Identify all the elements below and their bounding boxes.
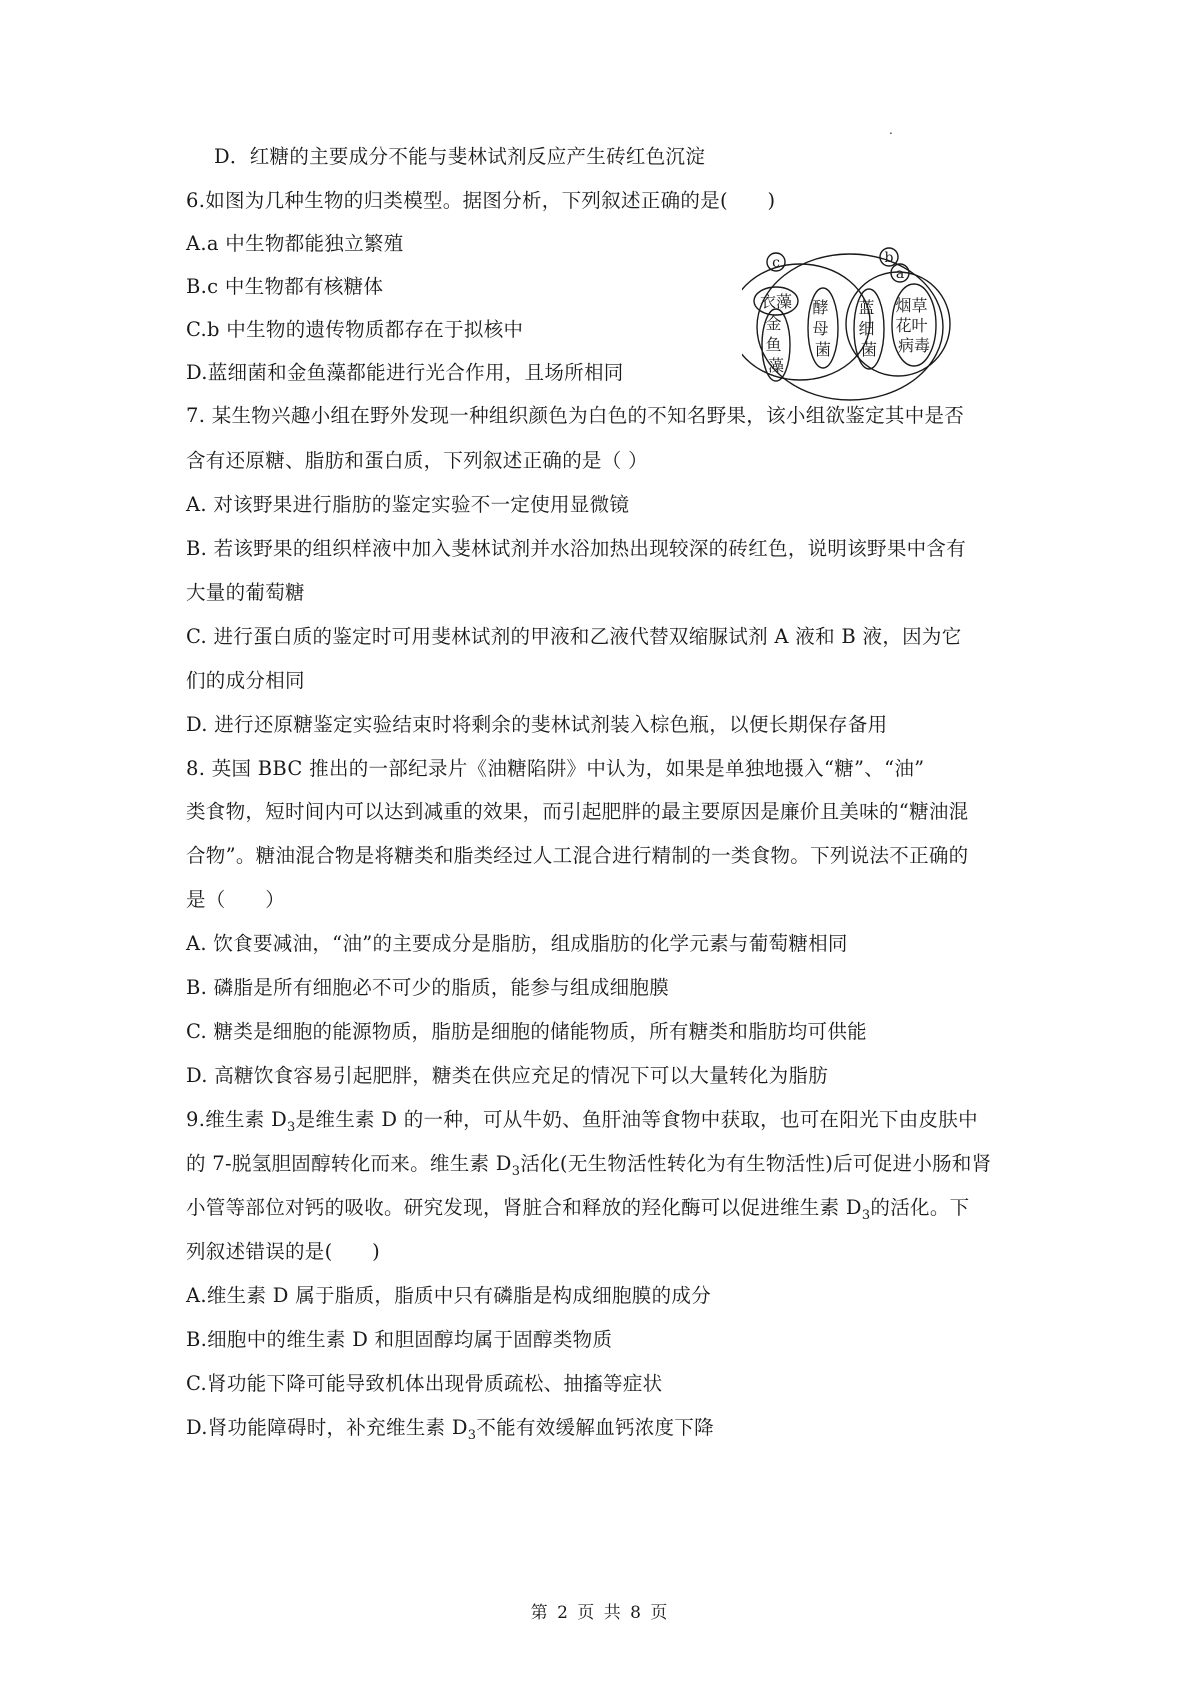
q7-option-c-1: C. 进行蛋白质的鉴定时可用斐林试剂的甲液和乙液代替双缩脲试剂 A 液和 B 液，因为它 [186,625,962,648]
circle-label-b: b [884,250,894,266]
q8-option-d: D. 高糖饮食容易引起肥胖，糖类在供应充足的情况下可以大量转化为脂肪 [186,1064,829,1087]
q9-stem-2: 的 7-脱氢胆固醇转化而来。维生素 $D_3$活化(无生物活性转化为有生物活性)后可促进小肠和肾 [186,1152,992,1179]
circle-c [742,264,870,380]
q7-option-b-1: B. 若该野果的组织样液中加入斐林试剂并水浴加热出现较深的砖红色，说明该野果中含有 [186,537,967,560]
q6-stem: 6.如图为几种生物的归类模型。据图分析，下列叙述正确的是( ) [186,189,776,212]
scan-dot: . [889,123,893,137]
q9-option-a: A.维生素 D 属于脂质，脂质中只有磷脂是构成细胞膜的成分 [186,1284,712,1307]
circle-label-a: a [895,266,905,282]
circle-label-c: c [772,255,780,271]
organism-chlamydomonas: 衣藻 [759,292,793,311]
q7-stem-2: 含有还原糖、脂肪和蛋白质，下列叙述正确的是（ ） [186,449,648,472]
q9-option-d: D.肾功能障碍时，补充维生素 $D_3$不能有效缓解血钙浓度下降 [186,1416,714,1443]
q6-option-c: C.b 中生物的遗传物质都存在于拟核中 [186,318,524,341]
q7-option-b-2: 大量的葡萄糖 [186,581,305,604]
organism-hornwort: 金 鱼 藻 [765,314,785,375]
page-footer: 第 2 页 共 8 页 [530,1603,670,1623]
q7-option-d: D. 进行还原糖鉴定实验结束时将剩余的斐林试剂装入棕色瓶，以便长期保存备用 [186,713,888,736]
q5-option-d: D．红糖的主要成分不能与斐林试剂反应产生砖红色沉淀 [214,145,706,168]
q7-option-c-2: 们的成分相同 [186,669,305,692]
q7-stem-1: 7. 某生物兴趣小组在野外发现一种组织颜色为白色的不知名野果，该小组欲鉴定其中是否 [186,404,965,427]
q8-stem-2: 类食物，短时间内可以达到减重的效果，而引起肥胖的最主要原因是廉价且美味的“糖油混 [186,800,969,823]
q9-stem-1: 9.维生素 $D_3$是维生素 D 的一种，可从牛奶、鱼肝油等食物中获取，也可在阳光下由皮肤中 [186,1108,978,1135]
organism-cyanobacteria: 蓝 细 菌 [858,298,878,359]
q6-option-d: D.蓝细菌和金鱼藻都能进行光合作用，且场所相同 [186,361,624,384]
q6-option-a: A.a 中生物都能独立繁殖 [186,232,404,255]
q9-option-b: B.细胞中的维生素 D 和胆固醇均属于固醇类物质 [186,1328,613,1351]
q8-option-b: B. 磷脂是所有细胞必不可少的脂质，能参与组成细胞膜 [186,976,670,999]
q8-option-a: A. 饮食要减油，“油”的主要成分是脂肪，组成脂肪的化学元素与葡萄糖相同 [186,932,848,955]
q6-option-b: B.c 中生物都有核糖体 [186,275,384,298]
q9-option-c: C.肾功能下降可能导致机体出现骨质疏松、抽搐等症状 [186,1372,663,1395]
q9-stem-3: 小管等部位对钙的吸收。研究发现，肾脏合和释放的羟化酶可以促进维生素 $D_3$的活化。下 [186,1196,970,1223]
q8-stem-1: 8. 英国 BBC 推出的一部纪录片《油糖陷阱》中认为，如果是单独地摄入“糖”、“油” [186,757,925,780]
q7-option-a: A. 对该野果进行脂肪的鉴定实验不一定使用显微镜 [186,493,630,516]
q8-stem-4: 是（ ） [186,888,286,911]
q8-option-c: C. 糖类是细胞的能源物质，脂肪是细胞的储能物质，所有糖类和脂肪均可供能 [186,1020,867,1043]
organism-tobacco-mosaic-virus: 烟草 花叶 病毒 [895,296,931,355]
classification-venn-figure [742,242,958,408]
q8-stem-3: 合物”。糖油混合物是将糖类和脂类经过人工混合进行精制的一类食物。下列说法不正确的 [186,844,969,867]
organism-yeast: 酵 母 菌 [812,298,832,359]
q9-stem-4: 列叙述错误的是( ) [186,1240,381,1263]
